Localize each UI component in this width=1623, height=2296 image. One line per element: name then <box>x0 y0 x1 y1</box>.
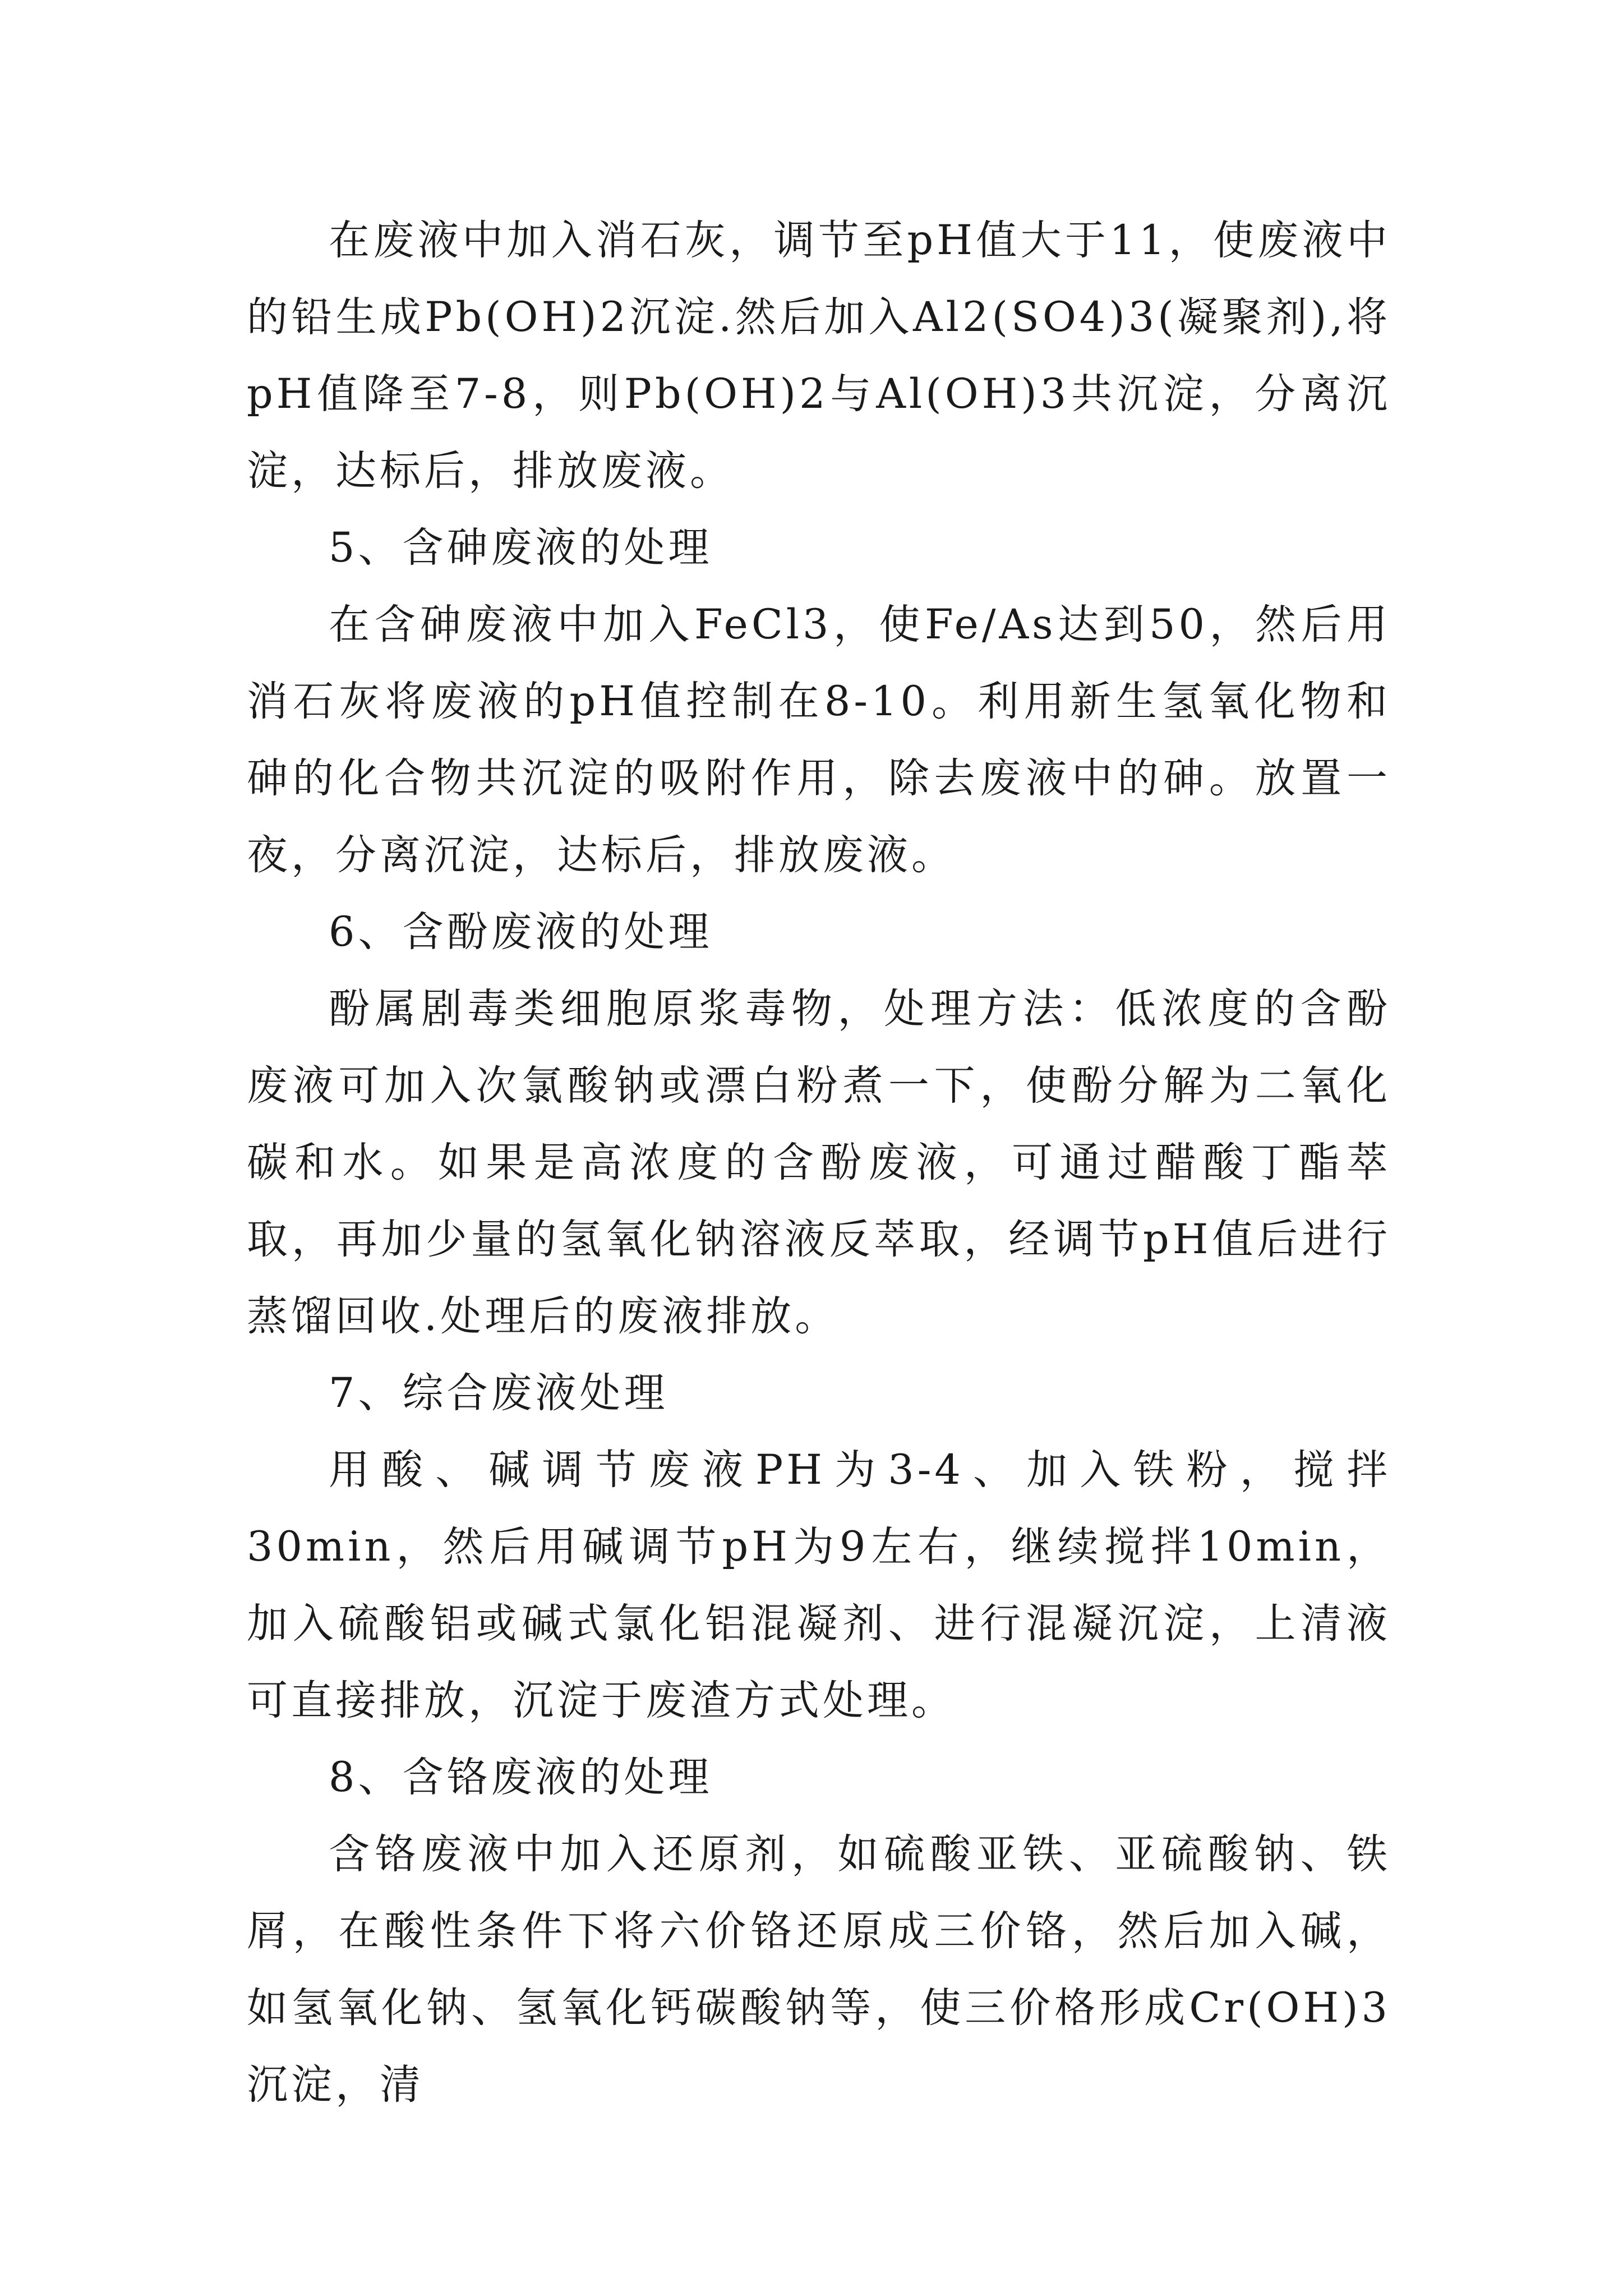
paragraph-combined-treatment: 用酸、碱调节废液PH为3-4、加入铁粉，搅拌30min，然后用碱调节pH为9左右，继续搅拌10min，加入硫酸铝或碱式氯化铝混凝剂、进行混凝沉淀，上清液可直接排放，沉淀于废渣方式处理。 <box>247 1446 1391 1724</box>
paragraph-chromium-treatment: 含铬废液中加入还原剂，如硫酸亚铁、亚硫酸钠、铁屑，在酸性条件下将六价铬还原成三价铬，然后加入碱，如氢氧化钠、氢氧化钙碳酸钠等，使三价格形成Cr(OH)3沉淀，清 <box>247 1830 1391 2109</box>
paragraph-lead-treatment: 在废液中加入消石灰，调节至pH值大于11，使废液中的铅生成Pb(OH)2沉淀.然后加入Al2(SO4)3(凝聚剂),将pH值降至7-8，则Pb(OH)2与Al(OH)3共沉淀，分离沉淀，达标后，排放废液。 <box>247 217 1391 495</box>
heading-phenol-waste: 6、含酚废液的处理 <box>329 908 713 956</box>
heading-combined-waste: 7、综合废液处理 <box>329 1369 668 1417</box>
paragraph-arsenic-treatment: 在含砷废液中加入FeCl3，使Fe/As达到50，然后用消石灰将废液的pH值控制在8-10。利用新生氢氧化物和砷的化合物共沉淀的吸附作用，除去废液中的砷。放置一夜，分离沉淀，达标后，排放废液。 <box>247 601 1391 879</box>
document-body <box>247 202 1391 2123</box>
heading-chromium-waste: 8、含铬废液的处理 <box>329 1754 713 1801</box>
heading-arsenic-waste: 5、含砷废液的处理 <box>329 524 713 572</box>
paragraph-phenol-treatment: 酚属剧毒类细胞原浆毒物，处理方法：低浓度的含酚废液可加入次氯酸钠或漂白粉煮一下，使酚分解为二氧化碳和水。如果是高浓度的含酚废液，可通过醋酸丁酯萃取，再加少量的氢氧化钠溶液反萃取，经调节pH值后进行蒸馏回收.处理后的废液排放。 <box>247 985 1391 1340</box>
